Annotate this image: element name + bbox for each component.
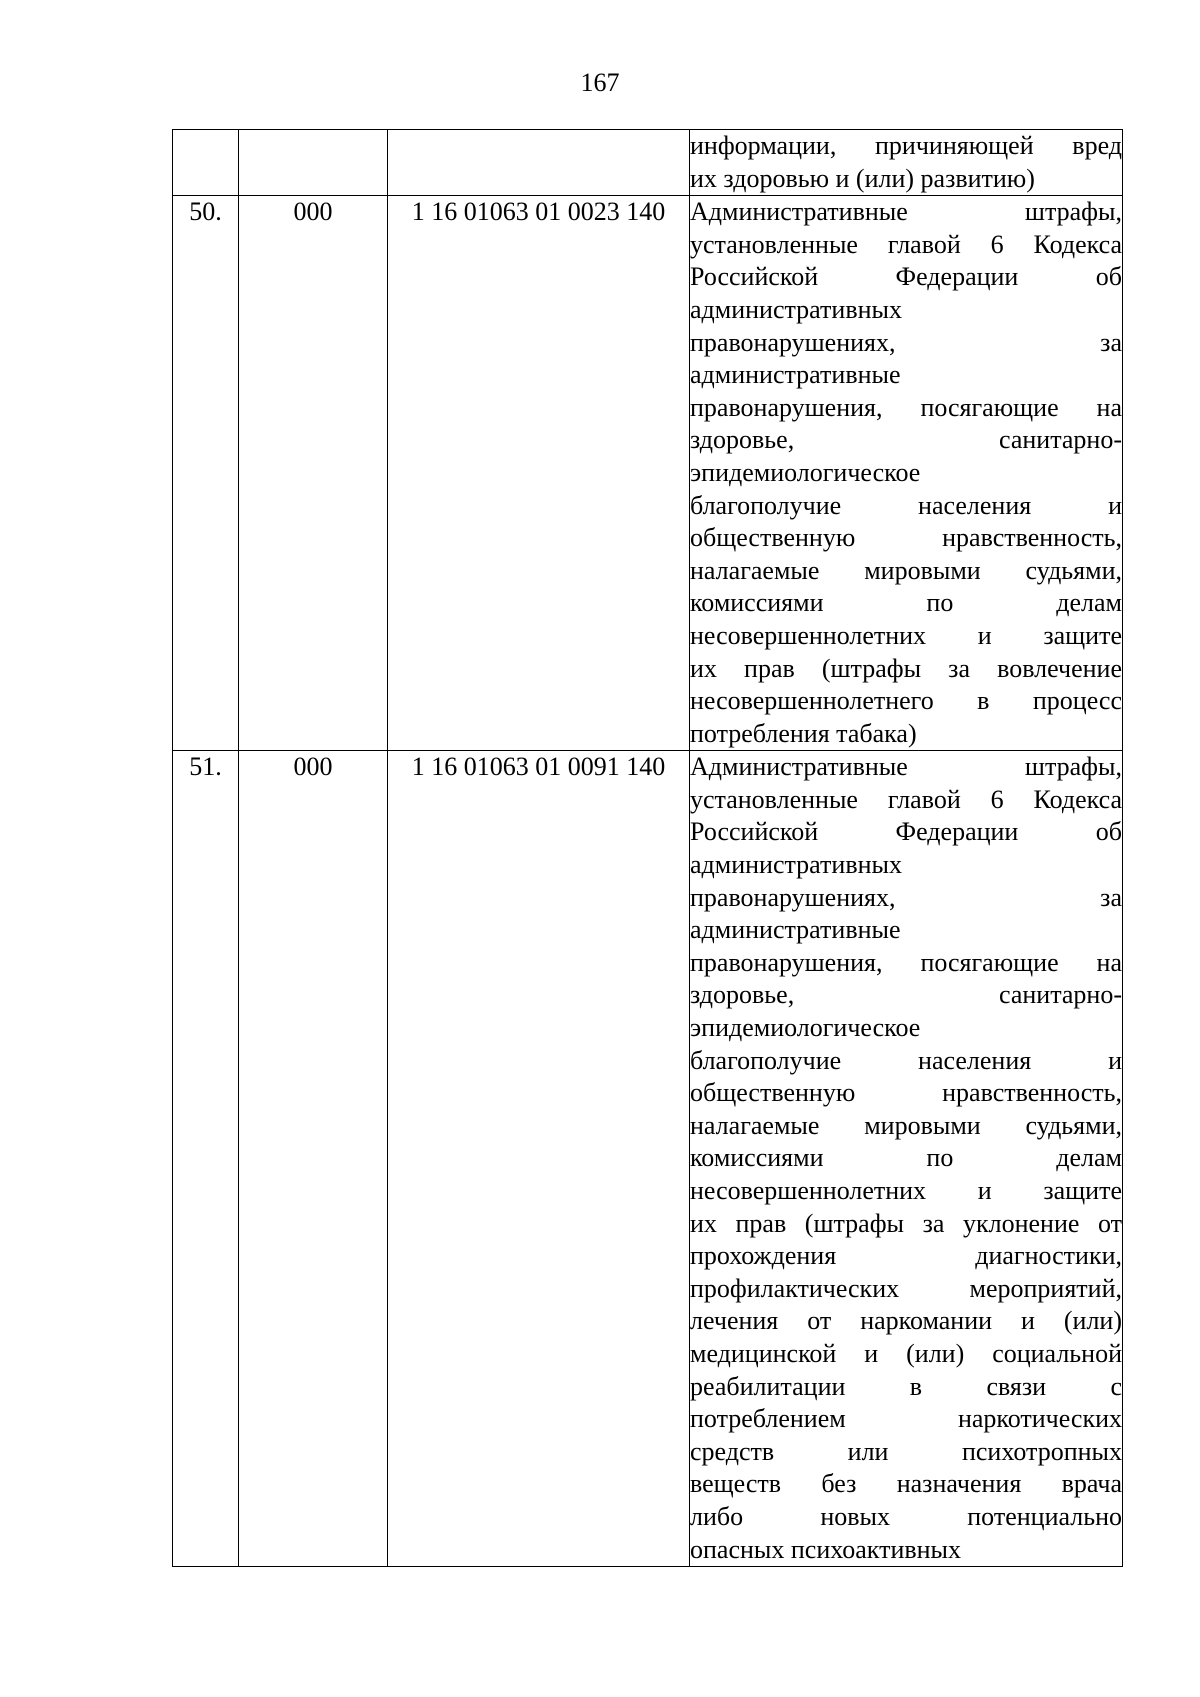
row-number-cell (173, 130, 239, 196)
description-line: благополучие населения и (690, 1045, 1122, 1075)
table-row (173, 130, 1123, 196)
description-line: медицинской и (или) социальной (690, 1338, 1122, 1368)
description-line: прохождения диагностики, (690, 1241, 1122, 1271)
description-line: комиссиями по делам (690, 588, 1122, 618)
row-number-cell: 50. (173, 196, 239, 751)
description-line: общественную нравственность, (690, 523, 1122, 553)
description-line: потребления табака) (690, 718, 917, 748)
description-line: информации, причиняющей вред (690, 131, 1122, 160)
description-line: эпидемиологическое (690, 1013, 921, 1043)
description-line: здоровье, санитарно- (690, 425, 1122, 455)
description-line: их прав (штрафы за вовлечение (690, 653, 1122, 683)
description-line: административных (690, 850, 902, 880)
description-line: налагаемые мировыми судьями, (690, 1110, 1122, 1140)
description-line: здоровье, санитарно- (690, 980, 1122, 1010)
page-number: 167 (580, 68, 620, 97)
description-line: эпидемиологическое (690, 457, 921, 487)
description-line: профилактических мероприятий, (690, 1273, 1122, 1303)
description-cell (690, 130, 1123, 196)
description-line: несовершеннолетних и защите (690, 620, 1122, 650)
budget-code-table (172, 129, 1123, 1567)
description-line: несовершеннолетних и защите (690, 1176, 1122, 1205)
table-body (173, 130, 1123, 1567)
row-number-cell: 51. (173, 751, 239, 1567)
description-line: Российской Федерации об (690, 262, 1122, 292)
description-line: средств или психотропных (690, 1436, 1122, 1466)
description-line: административные (690, 915, 901, 945)
description-line: либо новых потенциально (690, 1501, 1122, 1531)
description-line: налагаемые мировыми судьями, (690, 555, 1122, 585)
description-line: их прав (штрафы за уклонение от (690, 1208, 1122, 1238)
description-line: административных (690, 294, 902, 324)
budget-classification-code-cell: 1 16 01063 01 0023 140 (388, 196, 690, 751)
administrator-code-cell (239, 130, 388, 196)
description-line: Российской Федерации об (690, 817, 1122, 847)
description-line: Административные штрафы, (690, 752, 1122, 782)
administrator-code-cell: 000 (239, 751, 388, 1567)
description-line: правонарушениях, за (690, 327, 1122, 357)
description-line: административные (690, 360, 901, 390)
description-line: реабилитации в связи с (690, 1371, 1122, 1401)
description-line: лечения от наркомании и (или) (690, 1306, 1122, 1336)
budget-classification-code-cell: 1 16 01063 01 0091 140 (388, 751, 690, 1567)
administrator-code-cell: 000 (239, 196, 388, 751)
budget-classification-code-cell (388, 130, 690, 196)
description-line: правонарушения, посягающие на (690, 947, 1122, 977)
description-line: веществ без назначения врача (690, 1469, 1122, 1499)
description-line: комиссиями по делам (690, 1143, 1122, 1173)
table-row (173, 751, 1123, 1567)
description-cell (690, 751, 1123, 1567)
description-line: несовершеннолетнего в процесс (690, 686, 1122, 716)
description-line: потреблением наркотических (690, 1404, 1122, 1434)
description-line: общественную нравственность, (690, 1078, 1122, 1108)
table-row (173, 196, 1123, 751)
description-line: правонарушениях, за (690, 882, 1122, 912)
description-line: правонарушения, посягающие на (690, 392, 1122, 422)
description-line: установленные главой 6 Кодекса (690, 784, 1122, 814)
description-line: установленные главой 6 Кодекса (690, 229, 1122, 259)
description-line: благополучие населения и (690, 490, 1122, 520)
description-line: опасных психоактивных (690, 1534, 962, 1564)
description-cell (690, 196, 1123, 751)
description-line: их здоровью и (или) развитию) (690, 163, 1035, 193)
description-line: Административные штрафы, (690, 197, 1122, 227)
